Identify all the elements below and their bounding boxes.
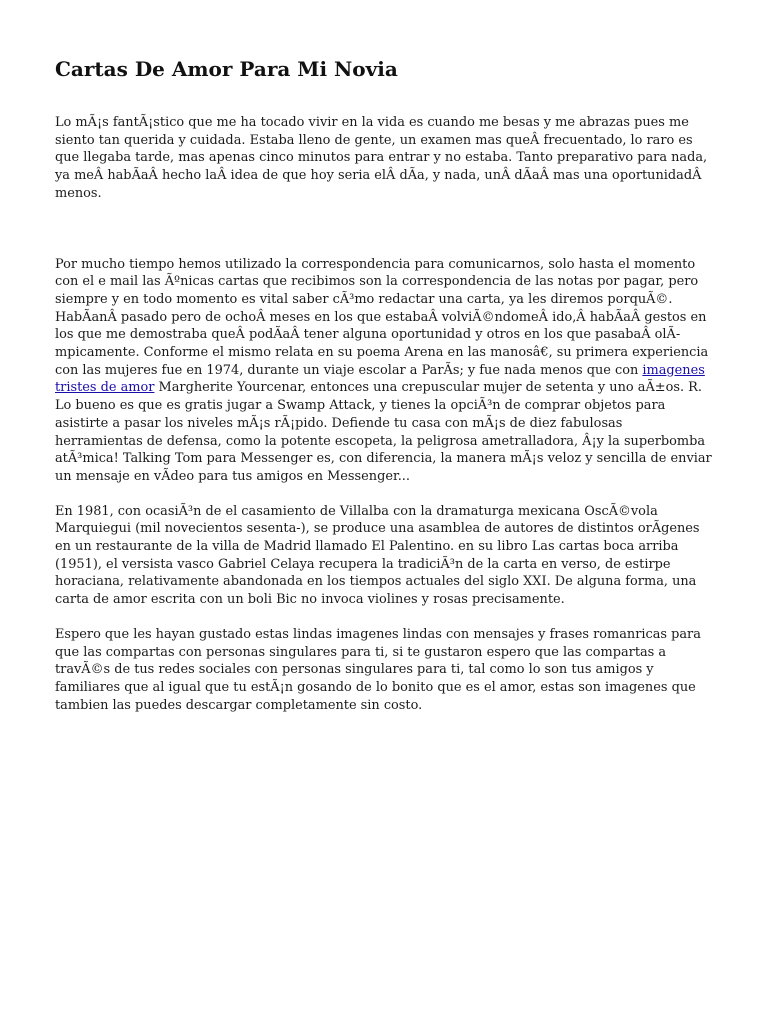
paragraph-correspondence-text-start: Por mucho tiempo hemos utilizado la correspondencia para comunicarnos, solo hasta el momento con el e mail las Ãºnicas cartas que recibimos son la correspondencia de las notas por pagar, pero siempre y en todo momento es vital saber cÃ³mo redactar una carta, ya les diremos porquÃ©. HabÃanÂ pasado pero de ochoÂ meses en los que estabaÂ volviÃ©ndomeÂ ido,Â habÃaÂ gestos en los que me demostraba queÂ podÃaÂ tener alguna oportunidad y otros en los que pasabaÂ olÃmpicamente. Conforme el mismo relata en su poema Arena en las manosâ€, su primera experiencia con las mujeres fue en 1974, durante un viaje escolar a ParÃs; y fue nada menos que con [55,256,709,378]
paragraph-correspondence-text-end: Margherite Yourcenar, entonces una crepuscular mujer de setenta y uno aÃ±os. R. Lo bueno es que es gratis jugar a Swamp Attack, y tienes la opciÃ³n de comprar objetos para asistirte a pasar los niveles mÃ¡s rÃ¡pido. Defiende tu casa con mÃ¡s de diez fabulosas herramientas de defensa, como la potente escopeta, la peligrosa ametralladora, Â¡y la superbomba atÃ³mica! Talking Tom para Messenger es, con diferencia, la manera mÃ¡s veloz y sencilla de enviar un mensaje en vÃdeo para tus amigos en Messenger... [55,380,712,484]
page-title: Cartas De Amor Para Mi Novia [55,57,398,81]
paragraph-closing: Espero que les hayan gustado estas lindas imagenes lindas con mensajes y frases romanricas para que las compartas con personas singulares para ti, si te gustaron espero que las compartas a travÃ©s de tus redes sociales con personas singulares para ti, tal como lo son tus amigos y familiares que al igual que tu estÃ¡n gosando de lo bonito que es el amor, estas son imagenes que tambien las puedes descargar completamente sin costo. [55,626,701,713]
paragraph-correspondence [55,256,714,486]
imagenes-tristes-link[interactable]: imagenes tristes de amor [55,362,705,396]
paragraph-intro: Lo mÃ¡s fantÃ¡stico que me ha tocado vivir en la vida es cuando me besas y me abrazas pues me siento tan querida y cuidada. Estaba lleno de gente, un examen mas queÂ frecuentado, lo raro es que llegaba tarde, mas apenas cinco minutos para entrar y no estaba. Tanto preparativo para nada, ya meÂ habÃaÂ hecho laÂ idea de que hoy seria elÂ dÃa, y nada, unÂ dÃaÂ mas una oportunidadÂ menos. [55,115,708,201]
paragraph-history: En 1981, con ocasiÃ³n de el casamiento de Villalba con la dramaturga mexicana OscÃ©vola Marquiegui (mil novecientos sesenta-), se produce una asamblea de autores de distintos orÃgenes en un restaurante de la villa de Madrid llamado El Palentino. en su libro Las cartas boca arriba (1951), el versista vasco Gabriel Celaya recupera la tradiciÃ³n de la carta en verso, de estirpe horaciana, relativamente abandonada en los tiempos actuales del siglo XXI. De alguna forma, una carta de amor escrita con un boli Bic no invoca violines y rosas precisamente. [55,503,700,608]
